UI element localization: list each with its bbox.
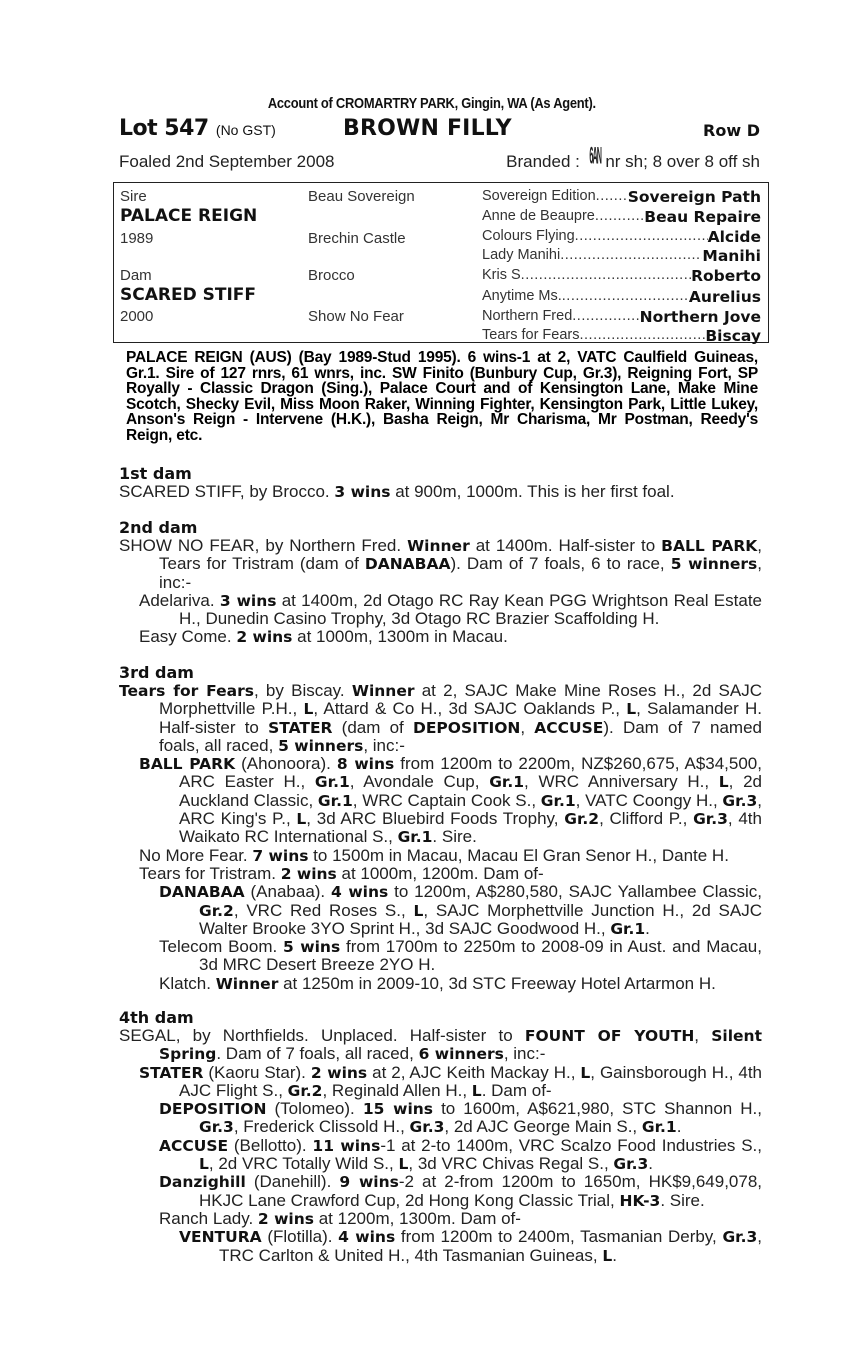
bold-text: FOUNT OF YOUTH [524,1027,695,1045]
text: , SAJC Morphettville Junction H., 2d SAJC Walter Brooke 3YO Sprint H., 3d SAJC Goodwood H., [199,900,762,938]
text: , VATC Coongy H., [575,790,723,810]
text: (Kaoru Star). [203,1062,311,1082]
bold-text: Gr.3 [722,1228,758,1247]
dam-entry [119,483,762,501]
bold-text: Gr.3 [613,1155,649,1174]
leader-dots [596,188,628,208]
granddam-maternal: Show No Fear [308,308,404,325]
bold-text: 2 wins [280,864,337,883]
bold-text: Winner [215,974,279,993]
brand-mark-icon: 6AN [588,144,601,170]
bold-text: BALL PARK [661,537,758,555]
bold-text: 6 winners [418,1045,504,1064]
bold-text: 3 wins [334,483,391,501]
first-dam-section [119,465,762,501]
leader-dots [560,247,702,267]
bold-text: Gr.3 [693,810,728,829]
bold-text: 2 wins [236,628,293,647]
ggp-name: Lady Manihi [482,247,561,263]
text: (Flotilla). [261,1227,339,1247]
progeny-entry [119,865,762,883]
text: , [520,717,535,737]
lot-header [119,116,760,146]
bold-text: 3 wins [219,591,277,610]
progeny-entry [119,1137,762,1174]
bold-text: L [471,1081,482,1100]
ggp-row [482,308,761,328]
ggp-name: Anne de Beaupre [482,208,595,224]
dam-entry [119,682,762,755]
text: -2 at 2-from 1200m to 1650m, HK$9,649,078, HKJC Lane Crawford Cup, 2d Hong Kong Classic Trial, [199,1172,763,1210]
ggp-row [482,208,761,228]
text: to 1500m in Macau, Macau El Gran Senor H., Dante H. [308,845,729,865]
bold-text: Gr.3 [722,791,758,810]
text: , [694,1026,712,1045]
text: , 3d VRC Chivas Regal S., [408,1154,614,1174]
bold-text: Silent Spring [159,1027,762,1064]
text: No More Fear. [139,845,253,865]
bold-text: 8 wins [336,755,395,774]
second-dam-section [119,519,762,647]
bold-text: Gr.1 [317,791,353,810]
text: , TRC Carlton & United H., 4th Tasmanian Guineas, [219,1227,763,1265]
bold-text: 5 winners [278,736,364,755]
text: at 1400m, 2d Otago RC Ray Kean PGG Wrightson Real Estate H., Dunedin Casino Trophy, 3d Otago RC Brazier Scaffolding H. [179,590,763,629]
text: Tears for Tristram. [139,863,281,883]
bold-text: Gr.1 [540,791,576,810]
horse-title: BROWN FILLY [343,116,512,141]
bold-text: 4 wins [338,1228,396,1247]
progeny-entry [119,1100,762,1137]
text: , inc:- [363,735,405,755]
text: from 1200m to 2200m, NZ$260,675, A$34,500, ARC Easter H., [179,754,762,792]
text: . Sire. [432,827,477,847]
text: , 3d ARC Bluebird Foods Trophy, [306,809,565,829]
leader-dots [575,228,708,248]
section-heading: 2nd dam [119,518,198,537]
dam-name: SCARED STIFF [120,285,256,305]
text: , 4th Waikato RC International S., [179,809,762,847]
branded-label: Branded : [506,152,580,171]
leader-dots [572,308,639,328]
text: . [648,1154,653,1174]
ggp-name: Anytime Ms. [482,288,562,304]
bold-text: 4 wins [331,883,389,902]
text: (Anabaa). [244,882,332,902]
progeny-entry [119,975,762,993]
text: . Dam of 7 foals, all raced, [216,1044,419,1064]
grandsire-maternal: Brocco [308,267,355,284]
progeny-entry [119,1228,762,1265]
section-heading: 1st dam [119,464,192,483]
text: Ranch Lady. [159,1208,258,1228]
brand-details: nr sh; 8 over 8 off sh [605,152,760,171]
text: to 1200m, A$280,580, SAJC Yallambee Classic, [388,882,762,902]
lot-label: Lot 547 [119,116,209,141]
text: , ARC King's P., [179,790,762,829]
text: at 1400m. Half-sister to [469,536,662,555]
progeny-entry [119,847,762,865]
bold-text: 9 wins [339,1173,399,1192]
text: . Dam of- [481,1080,552,1100]
text: Adelariva. [139,590,220,610]
gst-note: (No GST) [215,122,276,138]
sire-label: Sire [120,188,147,205]
bold-text: L [296,810,307,829]
text: (Ahonoora). [235,754,337,774]
bold-text: Danzighill [159,1173,246,1192]
ggp-row [482,267,761,287]
text: . [612,1245,617,1265]
text: , Frederick Clissold H., [233,1117,410,1137]
text: , inc:- [159,554,762,592]
lot-number [119,116,276,141]
text: , Reginald Allen H., [322,1080,472,1100]
text: . Sire. [660,1190,705,1210]
text: , 2d VRC Totally Wild S., [208,1154,399,1174]
bold-text: Gr.2 [564,810,600,829]
text: at 1250m in 2009-10, 3d STC Freeway Hotel Artarmon H. [278,973,716,993]
dam-year: 2000 [120,308,154,325]
text: , Salamander H. Half-sister to [159,699,762,737]
sire-description: PALACE REIGN (AUS) (Bay 1989-Stud 1995). 6 wins-1 at 2, VATC Caulfield Guineas, Gr.1. Sire of 127 rnrs, 61 wnrs, inc. SW Finito (Bunbury Cup, Gr.3), Reigning Fort, SP Royally - Classic Dragon (Sing.), Palace Court and of Kensington Lane, Make Mine Scotch, Shecky Evil, Miss Moon Raker, Winning Fighter, Kensington Park, Little Lukey, Anson's Reign - Intervene (H.K.), Basha Reign, Mr Charisma, Mr Postman, Reedy's Reign, etc. [126,349,758,444]
progeny-entry [119,883,762,938]
sire-name: PALACE REIGN [120,206,258,226]
text: . [676,1117,682,1137]
bold-text: L [718,773,729,792]
brand-info [506,144,760,172]
ggp-row [482,327,761,347]
bold-text: Gr.1 [610,919,646,938]
text: , Gainsborough H., 4th AJC Flight S., [179,1062,763,1100]
progeny-entry [119,1173,762,1210]
leader-dots [580,327,706,347]
granddam-paternal: Brechin Castle [308,230,406,247]
bold-text: Gr.3 [199,1118,234,1137]
ggp-sire: Biscay [705,327,761,345]
text: at 2, SAJC Make Mine Roses H., 2d SAJC Morphettville P.H., [159,681,762,719]
text: ). Dam of 7 foals, 6 to race, [450,554,671,574]
ggp-row [482,188,761,208]
bold-text: DANABAA [159,883,245,902]
bold-text: 5 wins [283,938,341,957]
ggp-name: Kris S [482,267,521,283]
ggp-row [482,247,761,267]
text: ). Dam of 7 named foals, all raced, [159,717,762,755]
bold-text: Gr.1 [489,773,525,792]
bold-text: Tears for Fears [119,682,254,700]
progeny-entry [119,592,762,629]
bold-text: 2 wins [257,1209,314,1228]
text: Easy Come. [139,627,237,647]
ggp-sire: Sovereign Path [627,188,761,206]
leader-dots [595,208,644,228]
text: , WRC Captain Cook S., [352,790,541,810]
ggp-name: Sovereign Edition [482,188,596,204]
ggp-name: Northern Fred [482,308,573,324]
bold-text: HK-3 [619,1191,661,1210]
text: , VRC Red Roses S., [233,900,414,920]
text: , by Biscay. [253,681,352,700]
text: , Avondale Cup, [349,772,490,792]
pedigree-table [113,182,769,343]
bold-text: Gr.1 [641,1118,677,1137]
bold-text: STATER [268,718,333,737]
bold-text: Gr.3 [409,1118,445,1137]
bold-text: Gr.2 [287,1081,323,1100]
ggp-row [482,288,761,308]
text: Klatch. [159,973,216,993]
text: (Danehill). [245,1172,340,1192]
bold-text: L [398,1155,409,1174]
ggp-sire: Manihi [702,247,761,265]
bold-text: 5 winners [670,555,758,574]
fourth-dam-section [119,1009,762,1265]
text: SEGAL, by Northfields. Unplaced. Half-sister to [119,1026,525,1045]
text: Telecom Boom. [159,937,284,957]
dam-entry [119,537,762,592]
bold-text: ACCUSE [534,718,604,737]
bold-text: DANABAA [364,555,451,574]
bold-text: 2 wins [310,1063,368,1082]
bold-text: STATER [139,1063,204,1082]
text: SHOW NO FEAR, by Northern Fred. [119,536,408,555]
text: . [645,918,650,938]
text: (Tolomeo). [266,1099,363,1119]
ggp-sire: Roberto [691,267,761,285]
bold-text: Gr.1 [397,828,433,847]
ggp-sire: Northern Jove [639,308,761,326]
bold-text: Gr.2 [199,901,234,920]
text: at 1000m, 1200m. Dam of- [336,863,544,883]
text: at 2, AJC Keith Mackay H., [367,1062,581,1082]
dam-entry [119,1027,762,1064]
bold-text: DEPOSITION [159,1100,267,1119]
ggp-name: Tears for Fears [482,327,580,343]
bold-text: L [626,700,637,719]
bold-text: L [580,1063,591,1082]
bold-text: DEPOSITION [412,718,521,737]
ggp-row [482,228,761,248]
text: at 1000m, 1300m in Macau. [292,627,508,647]
leader-dots [521,267,691,287]
text: SCARED STIFF, by Brocco. [119,482,335,501]
text: (dam of [332,717,413,737]
text: to 1600m, A$621,980, STC Shannon H., [433,1099,763,1119]
bold-text: L [199,1155,209,1174]
bold-text: 11 wins [312,1136,381,1155]
section-heading: 4th dam [119,1008,194,1027]
row-label: Row D [703,121,760,140]
section-heading: 3rd dam [119,663,194,682]
text: at 900m, 1000m. This is her first foal. [390,482,675,501]
sire-year: 1989 [120,230,154,247]
text: from 1200m to 2400m, Tasmanian Derby, [395,1227,723,1247]
text: , WRC Anniversary H., [524,772,719,792]
text: , Attard & Co H., 3d SAJC Oaklands P., [313,699,627,719]
progeny-entry [119,755,762,846]
bold-text: 15 wins [362,1100,434,1119]
leader-dots [562,288,689,308]
bold-text: Winner [407,537,470,555]
text: , 2d Auckland Classic, [179,772,763,810]
text: , inc:- [503,1044,546,1064]
bold-text: L [413,901,424,920]
progeny-entry [119,938,762,975]
bold-text: L [602,1246,613,1265]
third-dam-section [119,664,762,993]
text: at 1200m, 1300m. Dam of- [314,1208,521,1228]
bold-text: 7 wins [252,846,309,865]
grandsire-paternal: Beau Sovereign [308,188,415,205]
ggp-sire: Aurelius [688,288,761,306]
text: , 2d AJC George Main S., [444,1117,642,1137]
ggp-name: Colours Flying [482,228,575,244]
progeny-entry [119,628,762,646]
foaling-info [119,144,760,174]
text: , Tears for Tristram (dam of [159,536,762,574]
text: -1 at 2-to 1400m, VRC Scalzo Food Industries S., [380,1135,762,1155]
bold-text: ACCUSE [159,1136,229,1155]
text: , Clifford P., [599,809,694,829]
bold-text: BALL PARK [139,755,236,774]
bold-text: Winner [351,682,415,700]
dam-label: Dam [120,267,152,284]
bold-text: L [303,700,314,719]
ggp-sire: Alcide [707,228,761,246]
foaled-date: Foaled 2nd September 2008 [119,152,335,171]
bold-text: VENTURA [179,1228,262,1247]
progeny-entry [119,1064,762,1101]
text: from 1700m to 2250m to 2008-09 in Aust. and Macau, 3d MRC Desert Breeze 2YO H. [199,937,762,975]
progeny-entry [119,1210,762,1228]
bold-text: Gr.1 [314,773,350,792]
text: (Bellotto). [228,1135,313,1155]
ggp-sire: Beau Repaire [644,208,761,226]
vendor-account: Account of CROMARTRY PARK, Gingin, WA (As Agent). [267,95,596,112]
